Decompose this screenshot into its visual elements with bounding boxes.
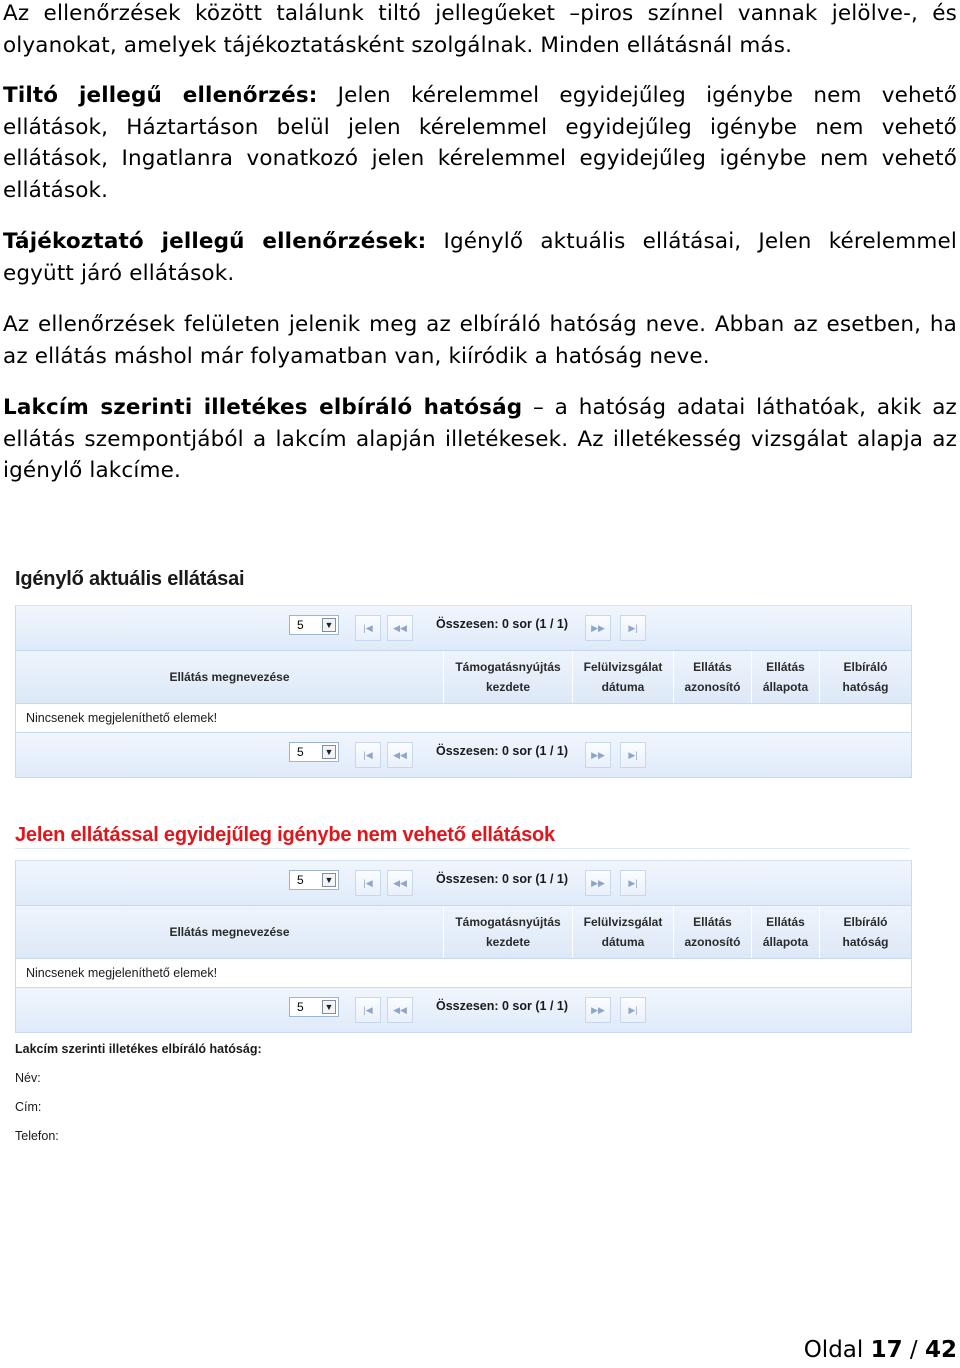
page-size-select[interactable]: 5 ▼: [289, 742, 339, 762]
panel-title-current-benefits: Igénylő aktuális ellátásai: [15, 568, 245, 590]
chevron-down-icon[interactable]: ▼: [322, 1000, 336, 1014]
grid-top-pager: [16, 606, 911, 650]
last-page-icon[interactable]: ▶|: [620, 870, 646, 896]
empty-grid-message: Nincsenek megjeleníthető elemek!: [16, 959, 911, 987]
chevron-down-icon[interactable]: ▼: [322, 745, 336, 759]
column-header-benefit-id[interactable]: Ellátás azonosító: [674, 651, 752, 703]
next-page-icon[interactable]: ▶▶: [585, 742, 611, 768]
page-size-select[interactable]: 5 ▼: [289, 615, 339, 635]
prev-page-icon[interactable]: ◀◀: [387, 870, 413, 896]
last-page-icon[interactable]: ▶|: [620, 615, 646, 641]
current-page-number: 17: [870, 1337, 903, 1363]
page-number-footer: Oldal 17 / 42: [803, 1337, 957, 1363]
column-header-name[interactable]: Ellátás megnevezése: [16, 906, 444, 958]
page-size-select[interactable]: 5 ▼: [289, 997, 339, 1017]
column-header-authority[interactable]: Elbíráló hatóság: [842, 660, 889, 694]
grid-bottom-pager: [16, 732, 911, 777]
panel-title-conflicting-benefits: Jelen ellátással egyidejűleg igénybe nem vehető ellátások: [15, 824, 555, 846]
page-size-select[interactable]: 5 ▼: [289, 870, 339, 890]
divider: [15, 848, 910, 849]
column-header-start-date[interactable]: Támogatásnyújtás kezdete: [444, 906, 573, 958]
prohibitive-check-label: Tiltó jellegű ellenőrzés:: [3, 83, 318, 108]
last-page-icon[interactable]: ▶|: [620, 742, 646, 768]
authority-note-paragraph: Az ellenőrzések felületen jelenik meg az elbíráló hatóság neve. Abban az esetben, ha az ellátás máshol már folyamatban van, kiíródik a hatóság neve.: [3, 312, 957, 369]
column-header-benefit-id[interactable]: Ellátás azonosító: [674, 906, 752, 958]
grid-bottom-pager: [16, 987, 911, 1032]
grid-top-pager: [16, 861, 911, 905]
column-header-name[interactable]: Ellátás megnevezése: [16, 651, 444, 703]
conflicting-benefits-grid: [15, 860, 912, 1033]
next-page-icon[interactable]: ▶▶: [585, 615, 611, 641]
first-page-icon[interactable]: |◀: [355, 997, 381, 1023]
authority-paragraph: Lakcím szerinti illetékes elbíráló hatóság – a hatóság adatai láthatóak, akik az ellátás szempontjából a lakcím alapján illetékesek. Az illetékesség vizsgálat alapja az igénylő lakcíme.: [3, 395, 957, 483]
prohibitive-check-paragraph: Tiltó jellegű ellenőrzés: Jelen kérelemmel egyidejűleg igénybe nem vehető ellátások, Háztartáson belül jelen kérelemmel egyidejűleg igénybe nem vehető ellátások, Ingatlanra vonatkozó jelen kérelemmel egyidejűleg igénybe nem vehető ellátások.: [3, 83, 957, 203]
authority-address-label: Cím:: [15, 1100, 42, 1114]
informative-check-label: Tájékoztató jellegű ellenőrzések:: [3, 229, 427, 254]
authority-section-title: Lakcím szerinti illetékes elbíráló hatóság:: [15, 1042, 262, 1056]
row-count-label: Összesen: 0 sor (1 / 1): [436, 617, 569, 631]
prev-page-icon[interactable]: ◀◀: [387, 615, 413, 641]
first-page-icon[interactable]: |◀: [355, 615, 381, 641]
chevron-down-icon[interactable]: ▼: [322, 618, 336, 632]
column-header-review-date[interactable]: Felülvizsgálat dátuma: [573, 906, 674, 958]
next-page-icon[interactable]: ▶▶: [585, 997, 611, 1023]
current-benefits-grid: [15, 605, 912, 778]
row-count-label: Összesen: 0 sor (1 / 1): [436, 999, 569, 1013]
authority-name-label: Név:: [15, 1071, 41, 1085]
first-page-icon[interactable]: |◀: [355, 742, 381, 768]
chevron-down-icon[interactable]: ▼: [322, 873, 336, 887]
authority-label: Lakcím szerinti illetékes elbíráló hatóság: [3, 395, 523, 420]
prev-page-icon[interactable]: ◀◀: [387, 742, 413, 768]
total-page-number: 42: [924, 1337, 957, 1363]
column-header-review-date[interactable]: Felülvizsgálat dátuma: [573, 651, 674, 703]
informative-check-paragraph: Tájékoztató jellegű ellenőrzések: Igénylő aktuális ellátásai, Jelen kérelemmel együtt járó ellátások.: [3, 229, 957, 286]
column-header-authority[interactable]: Elbíráló hatóság: [842, 915, 889, 949]
prev-page-icon[interactable]: ◀◀: [387, 997, 413, 1023]
column-header-benefit-status[interactable]: Ellátás állapota: [752, 651, 820, 703]
grid-header: [16, 650, 911, 704]
row-count-label: Összesen: 0 sor (1 / 1): [436, 744, 569, 758]
intro-paragraph: Az ellenőrzések között találunk tiltó jellegűeket –piros színnel vannak jelölve-, és olyanokat, amelyek tájékoztatásként szolgálnak. Minden ellátásnál más.: [3, 1, 957, 58]
row-count-label: Összesen: 0 sor (1 / 1): [436, 872, 569, 886]
first-page-icon[interactable]: |◀: [355, 870, 381, 896]
last-page-icon[interactable]: ▶|: [620, 997, 646, 1023]
authority-phone-label: Telefon:: [15, 1129, 59, 1143]
next-page-icon[interactable]: ▶▶: [585, 870, 611, 896]
grid-header: [16, 905, 911, 959]
column-header-start-date[interactable]: Támogatásnyújtás kezdete: [444, 651, 573, 703]
empty-grid-message: Nincsenek megjeleníthető elemek!: [16, 704, 911, 732]
column-header-benefit-status[interactable]: Ellátás állapota: [752, 906, 820, 958]
